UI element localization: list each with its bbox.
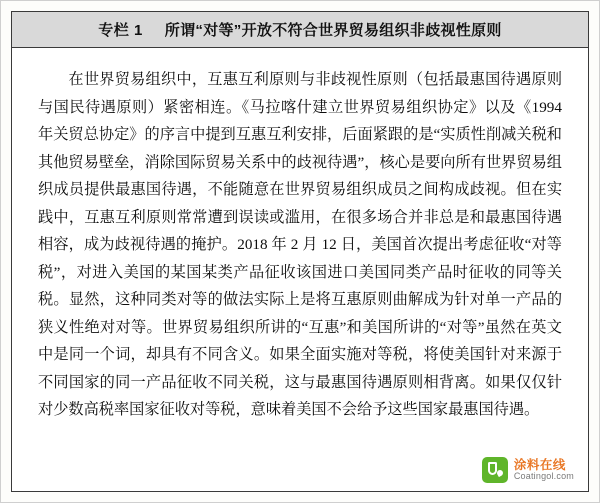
callout-box xyxy=(11,11,589,492)
watermark xyxy=(482,457,574,483)
callout-box-header xyxy=(12,12,588,48)
callout-box-label: 专栏 1 xyxy=(98,22,143,39)
coatingol-logo-icon xyxy=(482,457,508,483)
watermark-cn-label: 涂料在线 xyxy=(513,457,566,472)
callout-box-title: 所谓“对等”开放不符合世界贸易组织非歧视性原则 xyxy=(164,22,502,39)
callout-box-body xyxy=(12,48,588,491)
callout-header-inner xyxy=(98,19,501,40)
watermark-en-label: Coatingol.com xyxy=(513,470,574,481)
watermark-text xyxy=(514,459,574,482)
callout-body-paragraph: 在世界贸易组织中，互惠互利原则与非歧视性原则（包括最惠国待遇原则与国民待遇原则）紧密相连。《马拉喀什建立世界贸易组织协定》以及《1994 年关贸总协定》的序言中提到互惠互利安排，后面紧跟的是“实质性削减关税和其他贸易壁垒，消除国际贸易关系中的歧视待遇”，核心是要向所有世界贸易组织成员提供最惠国待遇，不能随意在世界贸易组织成员之间构成歧视。但在实践中，互惠互利原则常常遭到误读或滥用，在很多场合并非总是和最惠国待遇相容，成为歧视待遇的掩护。2018 年 2 月 12 日，美国首次提出考虑征收“对等税”，对进入美国的某国某类产品征收该国进口美国同类产品时征收的同等关税。显然，这种同类对等的做法实际上是将互惠原则曲解成为针对单一产品的狭义性绝对对等。世界贸易组织所讲的“互惠”和美国所讲的“对等”虽然在英文中是同一个词，却具有不同含义。如果全面实施对等税，将使美国针对来源于不同国家的同一产品征收不同关税，这与最惠国待遇原则相背离。如果仅仅针对少数高税率国家征收对等税，意味着美国不会给予这些国家最惠国待遇。 xyxy=(38,71,562,418)
